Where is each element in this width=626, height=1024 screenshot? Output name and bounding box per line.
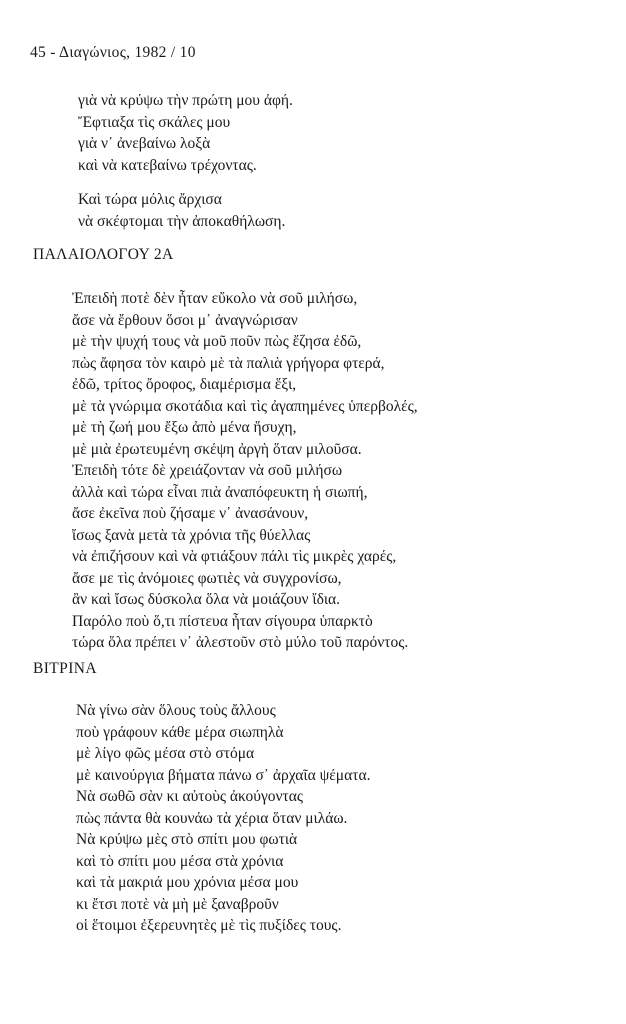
verse-line: μὲ τὴν ψυχή τους νὰ μοῦ ποῦν πὼς ἔζησα ἐδῶ,	[72, 333, 362, 350]
verse-line: ἂν καὶ ἴσως δύσκολα ὅλα νὰ μοιάζουν ἴδια.	[72, 591, 341, 608]
verse-line: Καὶ τώρα μόλις ἄρχισα	[78, 191, 222, 208]
poem3-title: ΒΙΤΡΙΝΑ	[33, 660, 97, 677]
verse-line: μὲ λίγο φῶς μέσα στὸ στόμα	[76, 745, 255, 762]
verse-line: κι ἔτσι ποτὲ νὰ μὴ μὲ ξαναβροῦν	[76, 895, 279, 913]
verse-line: νὰ ἐπιζήσουν καὶ νὰ φτιάξουν πάλι τὶς μικρὲς χαρές,	[72, 548, 397, 565]
poem1-stanza1	[78, 90, 293, 176]
verse-line: Ἐπειδὴ τότε δὲ χρειάζονταν νὰ σοῦ μιλήσω	[72, 462, 343, 479]
running-head: 45 - Διαγώνιος, 1982 / 10	[30, 44, 196, 61]
verse-line: ἐδῶ, τρίτος ὄροφος, διαμέρισμα ἕξι,	[72, 376, 297, 393]
verse-line: μὲ μιὰ ἐρωτευμένη σκέψη ἀργὴ ὅταν μιλοῦσα.	[72, 440, 362, 458]
verse-line: Νὰ κρύψω μὲς στὸ σπίτι μου φωτιὰ	[76, 831, 298, 848]
poem2-title: ΠΑΛΑΙΟΛΟΓΟΥ 2Α	[33, 246, 174, 263]
verse-line: γιὰ ν᾽ ἀνεβαίνω λοξὰ	[78, 135, 211, 152]
verse-line: πὼς πάντα θὰ κουνάω τὰ χέρια ὅταν μιλάω.	[76, 809, 348, 827]
verse-line: οἱ ἕτοιμοι ἐξερευνητὲς μὲ τὶς πυξίδες τους.	[76, 917, 342, 934]
verse-line: Ἔφτιαξα τὶς σκάλες μου	[78, 113, 231, 131]
verse-line: Νὰ γίνω σὰν ὅλους τοὺς ἄλλους	[76, 702, 276, 719]
verse-line: μὲ τὰ γνώριμα σκοτάδια καὶ τὶς ἀγαπημένες ὑπερβολές,	[72, 397, 418, 415]
poem2-body	[72, 288, 418, 654]
verse-line: ἄσε ἐκεῖνα ποὺ ζήσαμε ν᾽ ἀνασάνουν,	[72, 505, 309, 522]
verse-line: τώρα ὅλα πρέπει ν᾽ ἀλεστοῦν στὸ μύλο τοῦ παρόντος.	[72, 634, 409, 651]
verse-line: μὲ τὴ ζωή μου ἔξω ἀπὸ μένα ἥσυχη,	[72, 419, 297, 436]
poem3-body	[76, 700, 370, 937]
verse-line: ποὺ γράφουν κάθε μέρα σιωπηλὰ	[76, 723, 284, 741]
verse-line: μὲ καινούργια βήματα πάνω σ᾽ ἀρχαῖα ψέματα.	[76, 766, 371, 784]
verse-line: Νὰ σωθῶ σὰν κι αὐτοὺς ἀκούγοντας	[76, 788, 304, 805]
verse-line: ἴσως ξανὰ μετὰ τὰ χρόνια τῆς θύελλας	[72, 526, 311, 544]
verse-line: καὶ τὸ σπίτι μου μέσα στὰ χρόνια	[76, 852, 284, 870]
verse-line: νὰ σκέφτομαι τὴν ἀποκαθήλωση.	[78, 212, 286, 230]
verse-line: πὼς ἄφησα τὸν καιρὸ μὲ τὰ παλιὰ γρήγορα φτερά,	[72, 354, 385, 372]
verse-line: καὶ τὰ μακριά μου χρόνια μέσα μου	[76, 874, 299, 891]
verse-line: ἄσε νὰ ἔρθουν ὅσοι μ᾽ ἀναγνώρισαν	[72, 311, 298, 329]
verse-line: γιὰ νὰ κρύψω τὴν πρώτη μου ἀφή.	[78, 92, 293, 109]
poem1-stanza2	[78, 189, 285, 232]
verse-line: καὶ νὰ κατεβαίνω τρέχοντας.	[78, 156, 257, 174]
verse-line: Παρόλο ποὺ ὅ,τι πίστευα ἦταν σίγουρα ὑπαρκτὸ	[72, 612, 373, 630]
verse-line: Ἐπειδὴ ποτὲ δὲν ἦταν εὔκολο νὰ σοῦ μιλήσω,	[72, 290, 358, 307]
verse-line: ἀλλὰ καὶ τώρα εἶναι πιὰ ἀναπόφευκτη ἡ σιωπή,	[72, 483, 368, 501]
verse-line: ἄσε με τὶς ἀνόμοιες φωτιὲς νὰ συγχρονίσω,	[72, 569, 342, 587]
